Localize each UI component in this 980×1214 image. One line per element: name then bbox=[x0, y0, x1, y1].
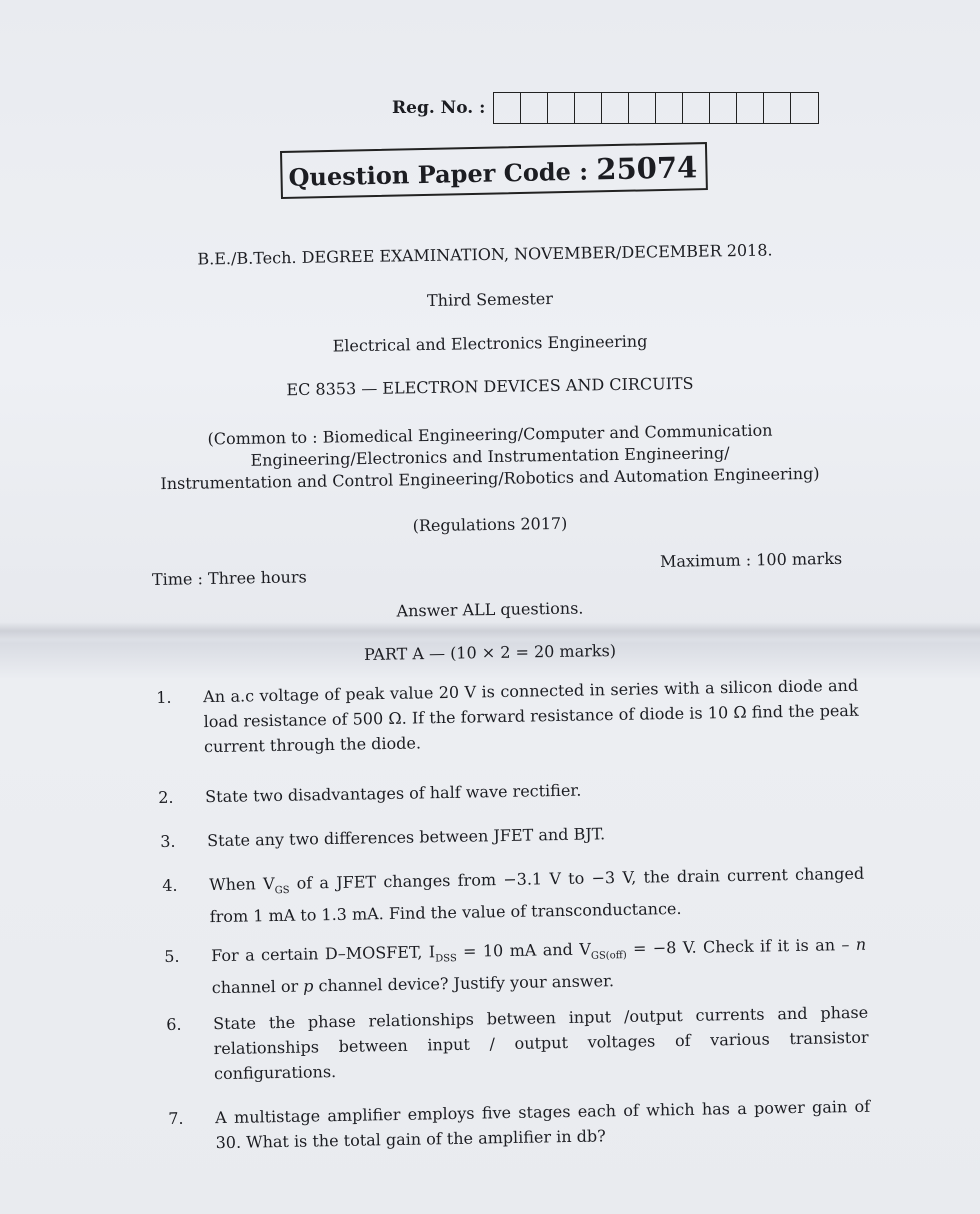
reg-no-box bbox=[683, 93, 710, 123]
question-text: A multistage amplifier employs five stages each of which has a power gain of 30. What is the total gain of the amplifier in db? bbox=[215, 1096, 871, 1153]
part-a-heading: PART A — (10 × 2 = 20 marks) bbox=[363, 641, 617, 664]
reg-no-box bbox=[791, 93, 818, 123]
reg-no-box bbox=[548, 93, 575, 123]
question-paper-code-label: Question Paper Code : bbox=[288, 156, 589, 192]
question-text: State the phase relationships between input /output currents and phase relationships between input / output voltages of various transistor configurations. bbox=[213, 1002, 869, 1084]
regulations: (Regulations 2017) bbox=[412, 513, 568, 536]
question-number: 4. bbox=[162, 875, 178, 895]
question-text-part: For a certain D–MOSFET, I bbox=[211, 942, 436, 966]
common-to-line-1: (Common to : Biomedical Engineering/Computer and Communication bbox=[207, 420, 773, 449]
question-2 bbox=[158, 773, 860, 810]
reg-no-box bbox=[602, 93, 629, 123]
common-to-line-3: Instrumentation and Control Engineering/Robotics and Automation Engineering) bbox=[160, 463, 820, 494]
question-text bbox=[211, 932, 867, 1001]
department: Electrical and Electronics Engineering bbox=[332, 331, 648, 356]
reg-no-label: Reg. No. : bbox=[392, 98, 486, 118]
question-text: State two disadvantages of half wave rectifier. bbox=[205, 780, 582, 807]
reg-no-box bbox=[656, 93, 683, 123]
reg-no-box bbox=[575, 93, 602, 123]
subscript: GS bbox=[274, 884, 290, 897]
question-7 bbox=[168, 1094, 871, 1156]
question-6 bbox=[166, 1000, 869, 1087]
question-paper-code-box bbox=[280, 142, 708, 199]
question-text-part: channel or bbox=[211, 976, 304, 998]
question-number: 1. bbox=[156, 687, 172, 707]
question-5 bbox=[164, 932, 867, 1001]
question-1 bbox=[156, 673, 859, 760]
italic-p: p bbox=[303, 976, 314, 996]
time-allowed: Time : Three hours bbox=[151, 567, 307, 589]
question-text-part: = −8 V. Check if it is an – bbox=[626, 934, 856, 958]
question-number: 3. bbox=[160, 831, 176, 851]
reg-no-box bbox=[710, 93, 737, 123]
italic-n: n bbox=[855, 934, 867, 954]
question-paper-code-value: 25074 bbox=[595, 150, 698, 187]
question-text-part: channel device? Justify your answer. bbox=[313, 971, 615, 996]
maximum-marks: Maximum : 100 marks bbox=[659, 548, 843, 571]
reg-no-box bbox=[521, 93, 548, 123]
exam-title: B.E./B.Tech. DEGREE EXAMINATION, NOVEMBER/DECEMBER 2018. bbox=[197, 240, 773, 269]
question-number: 5. bbox=[164, 946, 180, 966]
question-text: State any two differences between JFET and BJT. bbox=[207, 824, 606, 851]
reg-no-box bbox=[764, 93, 791, 123]
reg-no-boxes bbox=[493, 92, 819, 124]
subscript: DSS bbox=[435, 953, 457, 965]
question-text bbox=[209, 861, 865, 930]
reg-no-box bbox=[629, 93, 656, 123]
question-text-part: of a JFET changes from −3.1 V to −3 V, the drain current changed from 1 mA to 1.3 mA. Find the value of transconductance. bbox=[209, 863, 865, 927]
reg-no-field bbox=[392, 92, 819, 124]
question-3 bbox=[160, 817, 862, 854]
question-text: An a.c voltage of peak value 20 V is connected in series with a silicon diode and load resistance of 500 Ω. If the forward resistance of diode is 10 Ω find the peak current through the diode. bbox=[203, 675, 859, 757]
question-4 bbox=[162, 861, 865, 930]
question-text-part: = 10 mA and V bbox=[456, 939, 591, 961]
common-to-line-2: Engineering/Electronics and Instrumentation Engineering/ bbox=[250, 443, 730, 470]
course-title: EC 8353 — ELECTRON DEVICES AND CIRCUITS bbox=[286, 373, 694, 400]
question-number: 6. bbox=[166, 1014, 182, 1034]
subscript: GS(off) bbox=[590, 950, 627, 962]
reg-no-box bbox=[494, 93, 521, 123]
semester: Third Semester bbox=[426, 289, 554, 310]
question-text-part: When V bbox=[209, 874, 275, 895]
question-number: 7. bbox=[168, 1108, 184, 1128]
instruction: Answer ALL questions. bbox=[396, 598, 584, 621]
question-number: 2. bbox=[158, 787, 174, 807]
reg-no-box bbox=[737, 93, 764, 123]
